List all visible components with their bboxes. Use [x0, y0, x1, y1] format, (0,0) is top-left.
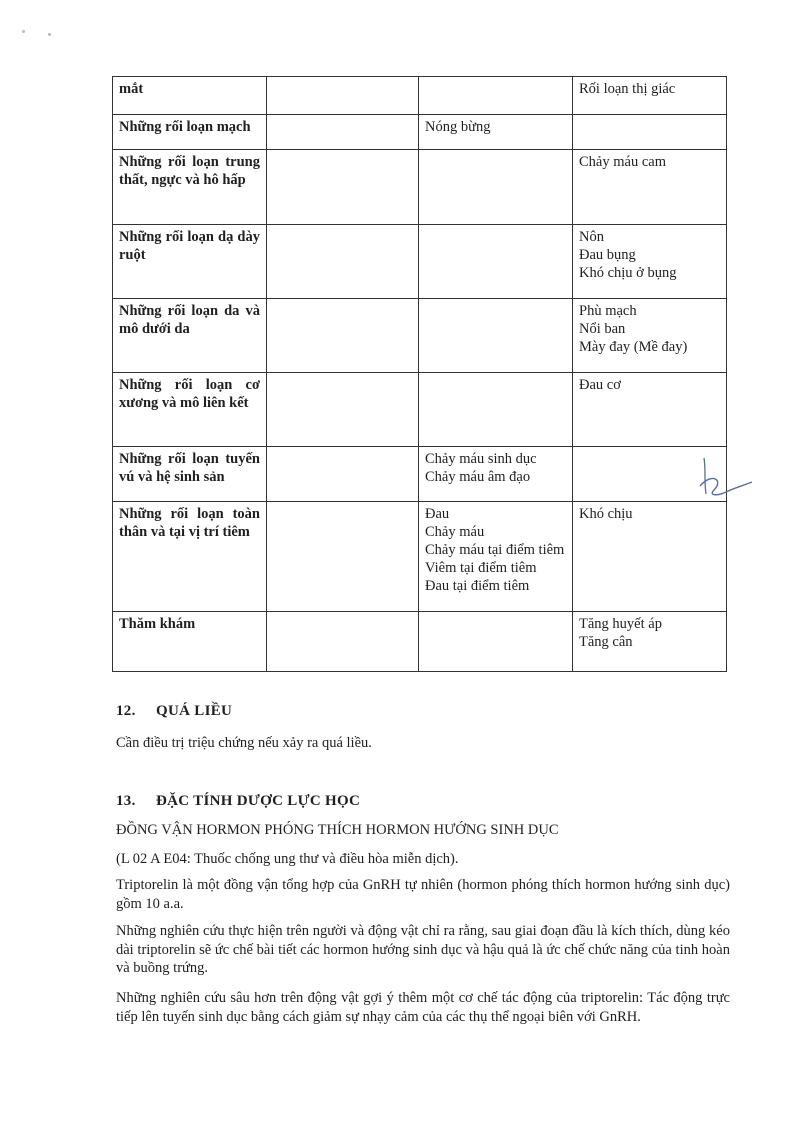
adverse-effect-item: Viêm tại điểm tiêm: [425, 560, 537, 576]
section-13-number: 13.: [116, 793, 136, 809]
frequency-cell: [419, 373, 573, 447]
adverse-effect-item: Đau bụng: [579, 247, 636, 263]
table-row: [113, 115, 727, 150]
frequency-cell: [267, 299, 419, 373]
organ-class-cell: [113, 373, 267, 447]
section-12-title: QUÁ LIỀU: [156, 703, 233, 719]
adverse-effect-item: Đau: [425, 506, 450, 522]
section-13-para-2: Những nghiên cứu thực hiện trên người và động vật chỉ ra rằng, sau giai đoạn đầu là kích thích, dùng kéo dài triptorelin sẽ ức chế bài tiết các hormon hướng sinh dục và hậu quả là ức chế chức năng của tinh hoàn và buồng trứng.: [116, 923, 730, 976]
organ-class-cell: [113, 150, 267, 225]
frequency-cell: [419, 150, 573, 225]
frequency-cell: [573, 225, 727, 299]
adverse-effect-item: Đau cơ: [579, 377, 621, 393]
adverse-effect-item: Phù mạch: [579, 303, 637, 319]
frequency-cell: [419, 115, 573, 150]
organ-class-cell: [113, 502, 267, 612]
section-13-subtitle: ĐỒNG VẬN HORMON PHÓNG THÍCH HORMON HƯỚNG SINH DỤC: [116, 822, 559, 838]
section-12-heading: [116, 703, 232, 720]
frequency-cell: [267, 150, 419, 225]
organ-class-label: Những rối loạn da và mô dưới da: [119, 303, 260, 337]
frequency-cell: [419, 77, 573, 115]
frequency-cell: [573, 299, 727, 373]
table-row: [113, 373, 727, 447]
organ-class-label: mắt: [119, 81, 144, 97]
organ-class-label: Những rối loạn dạ dày ruột: [119, 229, 260, 263]
adverse-effect-item: Đau tại điểm tiêm: [425, 578, 530, 594]
section-13-atc: (L 02 A E04: Thuốc chống ung thư và điều hòa miễn dịch).: [116, 851, 459, 867]
adverse-effect-item: Chảy máu cam: [579, 154, 666, 170]
frequency-cell: [267, 115, 419, 150]
frequency-cell: [573, 373, 727, 447]
table-row: [113, 447, 727, 502]
frequency-cell: [573, 115, 727, 150]
organ-class-cell: [113, 299, 267, 373]
scan-speck: [22, 30, 25, 33]
scan-speck: [48, 33, 51, 36]
frequency-cell: [573, 77, 727, 115]
adverse-effect-item: Tăng cân: [579, 634, 633, 650]
adverse-effect-item: Khó chịu: [579, 506, 633, 522]
organ-class-label: Những rối loạn cơ xương và mô liên kết: [119, 377, 260, 411]
organ-class-cell: [113, 612, 267, 672]
frequency-cell: [267, 612, 419, 672]
frequency-cell: [573, 502, 727, 612]
table-row: [113, 612, 727, 672]
adverse-effect-item: Chảy máu: [425, 524, 485, 540]
organ-class-cell: [113, 447, 267, 502]
section-13-title: ĐẶC TÍNH DƯỢC LỰC HỌC: [156, 793, 361, 809]
table-row: [113, 77, 727, 115]
frequency-cell: [267, 502, 419, 612]
frequency-cell: [419, 502, 573, 612]
table-row: [113, 299, 727, 373]
adverse-effect-item: Tăng huyết áp: [579, 616, 662, 632]
frequency-cell: [573, 150, 727, 225]
adverse-effect-item: Mày đay (Mề đay): [579, 339, 688, 355]
adverse-effect-item: Nôn: [579, 229, 604, 245]
adverse-effects-table: [112, 76, 727, 672]
organ-class-cell: [113, 225, 267, 299]
section-13-heading: [116, 793, 360, 810]
organ-class-cell: [113, 77, 267, 115]
adverse-effect-item: Chảy máu âm đạo: [425, 469, 531, 485]
table-row: [113, 150, 727, 225]
organ-class-label: Những rối loạn tuyến vú và hệ sinh sản: [119, 451, 260, 485]
frequency-cell: [573, 612, 727, 672]
frequency-cell: [267, 373, 419, 447]
frequency-cell: [267, 447, 419, 502]
adverse-effect-item: Khó chịu ở bụng: [579, 265, 677, 281]
organ-class-cell: [113, 115, 267, 150]
frequency-cell: [267, 77, 419, 115]
section-13-para-1: Triptorelin là một đồng vận tổng hợp của GnRH tự nhiên (hormon phóng thích hormon hướng sinh dục) gồm 10 a.a.: [116, 877, 730, 912]
section-13-para-3: Những nghiên cứu sâu hơn trên động vật gợi ý thêm một cơ chế tác động của triptorelin: Tác động trực tiếp lên tuyến sinh dục bằng cách giảm sự nhạy cảm của các thụ thể ngoại biên với GnRH.: [116, 990, 730, 1025]
frequency-cell: [419, 612, 573, 672]
adverse-effect-item: Chảy máu sinh dục: [425, 451, 537, 467]
handwritten-initials-icon: [690, 450, 760, 510]
adverse-effect-item: Rối loạn thị giác: [579, 81, 676, 97]
organ-class-label: Những rối loạn toàn thân và tại vị trí tiêm: [119, 506, 260, 540]
organ-class-label: Những rối loạn mạch: [119, 119, 251, 135]
adverse-effect-item: Nóng bừng: [425, 119, 491, 135]
section-12-number: 12.: [116, 703, 136, 719]
organ-class-label: Thăm khám: [119, 616, 196, 632]
frequency-cell: [419, 447, 573, 502]
frequency-cell: [419, 225, 573, 299]
section-12-text: Cần điều trị triệu chứng nếu xảy ra quá liều.: [116, 735, 372, 751]
adverse-effect-item: Nổi ban: [579, 321, 626, 337]
frequency-cell: [267, 225, 419, 299]
frequency-cell: [419, 299, 573, 373]
table-row: [113, 502, 727, 612]
adverse-effect-item: Chảy máu tại điểm tiêm: [425, 542, 565, 558]
table-row: [113, 225, 727, 299]
organ-class-label: Những rối loạn trung thất, ngực và hô hấp: [119, 154, 260, 188]
